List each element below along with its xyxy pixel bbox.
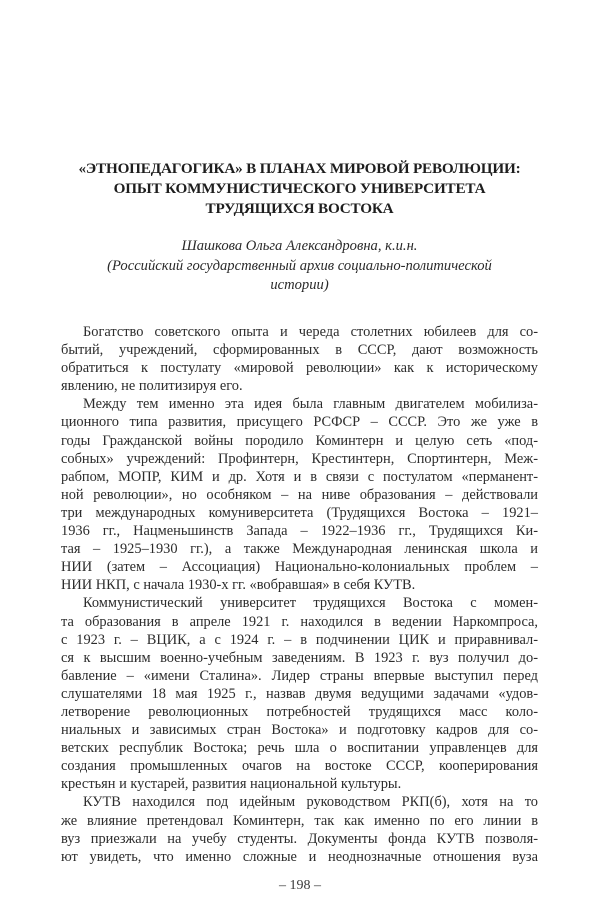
- author-name: Шашкова Ольга Александровна, к.и.н.: [181, 238, 418, 254]
- title-line: ОПЫТ КОММУНИСТИЧЕСКОГО УНИВЕРСИТЕТА: [113, 180, 486, 197]
- title-line: «ЭТНОПЕДАГОГИКА» В ПЛАНАХ МИРОВОЙ РЕВОЛЮЦИИ:: [78, 160, 521, 177]
- text-line: ся к высшим военно-учебным заведениям. В 1923 г. вуз получил до-: [61, 649, 538, 666]
- text-line: крестьян и кустарей, развития национальной культуры.: [61, 776, 402, 793]
- article-body: [61, 323, 538, 866]
- text-line: явлению, не политизируя его.: [61, 378, 243, 395]
- text-line: вуз приезжали на учебу студенты. Документы фонда КУТВ позволя-: [61, 830, 538, 847]
- paragraph: [61, 793, 538, 865]
- text-line: НИИ (затем – Ассоциация) Национально-колониальных проблем –: [61, 559, 538, 576]
- paragraph: [61, 395, 538, 594]
- text-line: летворение революционных потребностей трудящихся масс коло-: [61, 703, 538, 720]
- text-line: Богатство советского опыта и череда столетних юбилеев для со-: [83, 324, 538, 340]
- text-line: Между тем именно эта идея была главным двигателем мобилиза-: [83, 396, 538, 413]
- text-line: тая – 1925–1930 гг.), а также Международная ленинская школа и: [61, 541, 538, 558]
- text-line: слушателями 18 мая 1925 г., назвав двумя ведущими задачами «удов-: [61, 685, 538, 702]
- text-line: ной революции», но особняком – на ниве образования – действовали: [61, 486, 538, 503]
- text-line: бавление – «имени Сталина». Лидер страны впервые выступил перед: [61, 667, 538, 684]
- text-line: ют увидеть, что именно сложные и неоднозначные отношения вуза: [61, 848, 538, 865]
- text-line: создания промышленных очагов на востоке СССР, кооперирования: [61, 758, 538, 775]
- text-line: ниальных и зависимых стран Востока» и подготовку кадров для со-: [61, 722, 538, 739]
- paragraph: [61, 594, 538, 793]
- text-line: НИИ НКП, с начала 1930-х гг. «вобравшая» в себя КУТВ.: [61, 577, 416, 594]
- text-line: бытий, учреждений, сформированных в СССР, дают возможность: [61, 342, 538, 359]
- text-line: годы Гражданской войны породило Коминтерн и целую сеть «под-: [61, 432, 538, 449]
- paragraph: [61, 323, 538, 395]
- page-number: – 198 –: [279, 878, 321, 893]
- text-line: же влияние претендовал Коминтерн, так как именно по его линии в: [61, 812, 538, 829]
- text-line: три международных комуниверситета (Трудящихся Востока – 1921–: [61, 504, 538, 521]
- text-line: КУТВ находился под идейным руководством РКП(б), хотя на то: [83, 794, 538, 811]
- author-affiliation-line: (Российский государственный архив социально-политической: [107, 257, 492, 274]
- author-block: [61, 237, 538, 296]
- text-line: с 1923 г. – ВЦИК, а с 1924 г. – в подчинении ЦИК и приравнивал-: [61, 631, 538, 648]
- text-line: обратиться к постулату «мировой революции» как к историческому: [61, 360, 538, 377]
- text-line: Коммунистический университет трудящихся Востока с момен-: [83, 595, 538, 612]
- article-title: [61, 159, 538, 219]
- author-affiliation-line: истории): [270, 277, 329, 293]
- text-line: та образования в апреле 1921 г. находился в ведении Наркомпроса,: [61, 613, 538, 630]
- text-line: собных» учреждений: Профинтерн, Крестинтерн, Спортинтерн, Меж-: [61, 450, 538, 467]
- text-line: рабпом, МОПР, КИМ и др. Хотя и в связи с постулатом «перманент-: [61, 468, 538, 485]
- text-line: ветских республик Востока; речь шла о воспитании управленцев для: [61, 740, 538, 757]
- text-line: ционного типа развития, присущего РСФСР – СССР. Это же уже в: [61, 414, 538, 431]
- text-line: 1936 гг., Нацменьшинств Запада – 1922–1936 гг., Трудящихся Ки-: [61, 523, 538, 540]
- title-line: ТРУДЯЩИХСЯ ВОСТОКА: [205, 200, 394, 217]
